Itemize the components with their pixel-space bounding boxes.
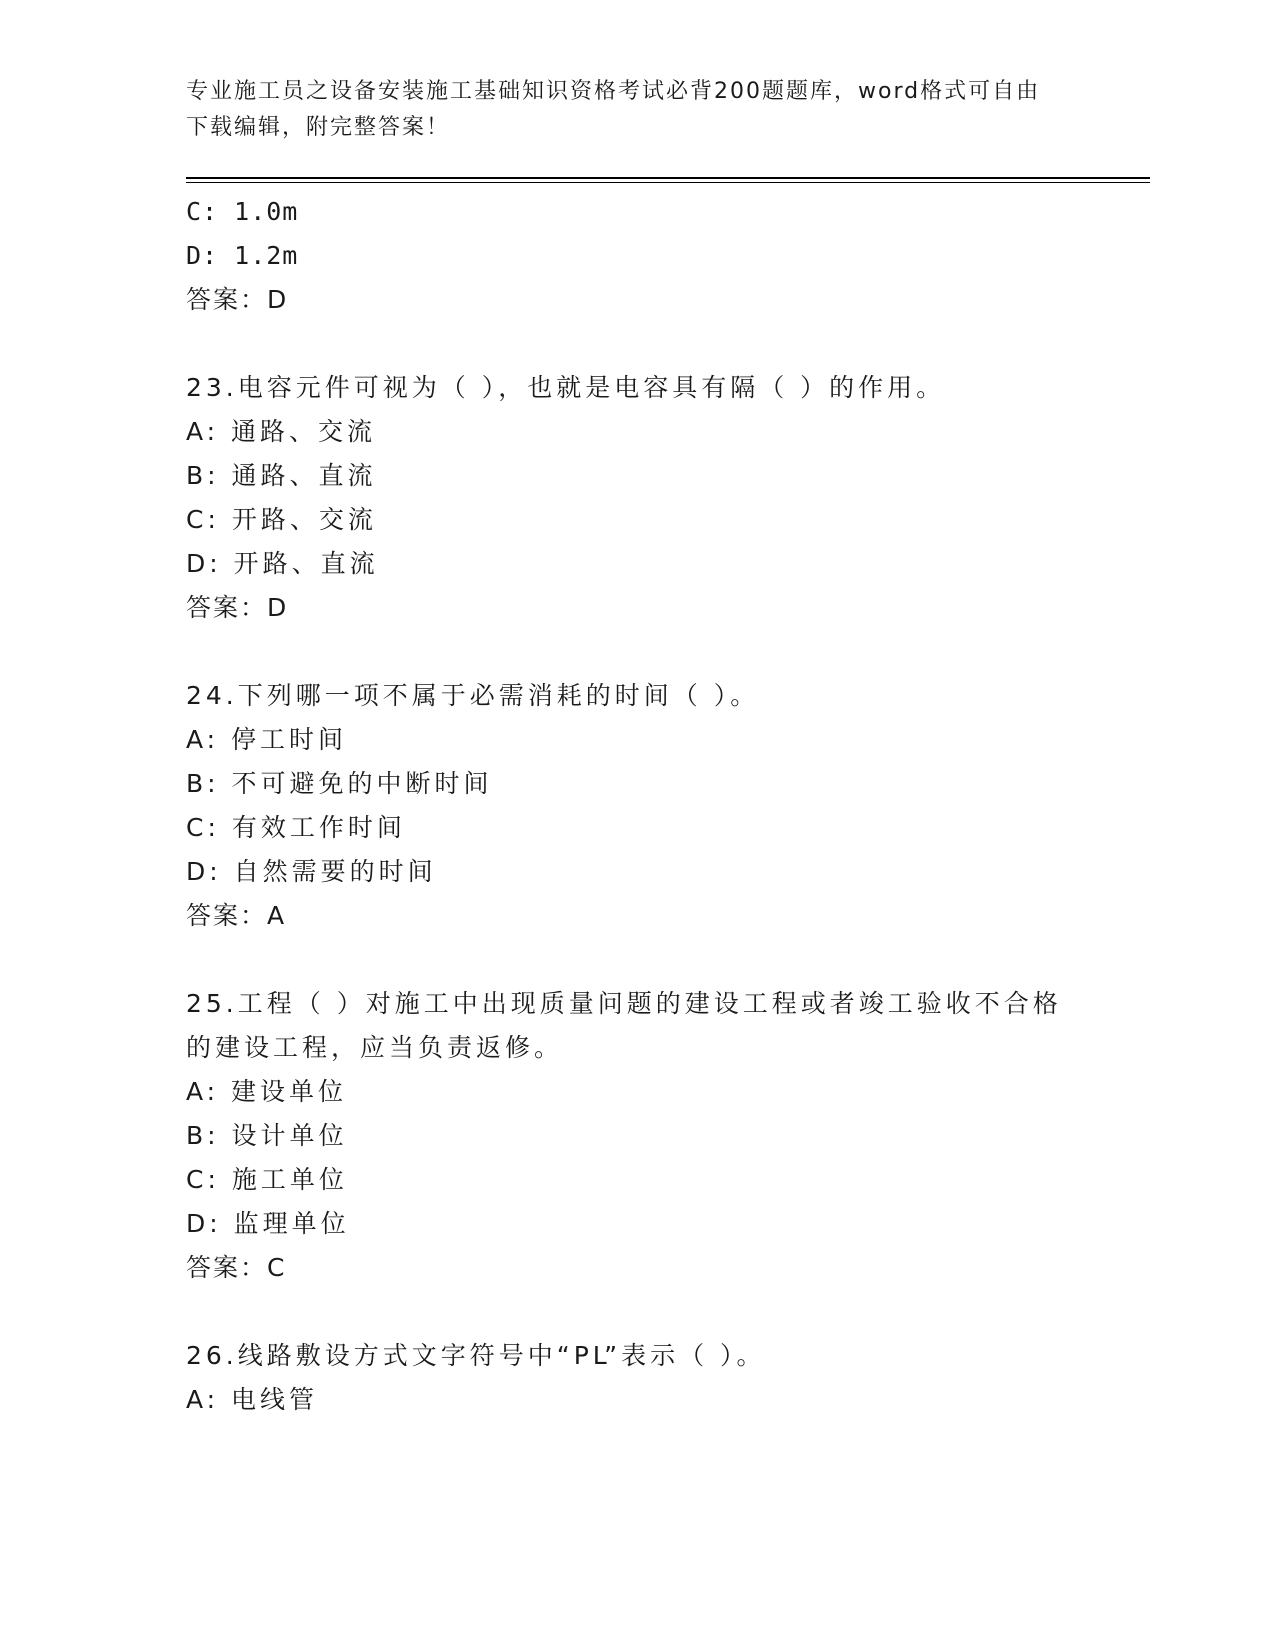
option-d: D: 监理单位: [186, 1209, 350, 1238]
option-a: A: 通路、交流: [186, 417, 377, 446]
question-25-line-2: 的建设工程，应当负责返修。: [186, 1033, 564, 1062]
option-c: C: 1.0m: [186, 197, 299, 226]
answer-line: 答案：D: [186, 593, 289, 622]
option-d: D: 开路、直流: [186, 549, 379, 578]
answer-line: 答案：A: [186, 901, 287, 930]
question-26: 26.线路敷设方式文字符号中“PL”表示（ ）。: [186, 1341, 766, 1370]
option-d: D: 自然需要的时间: [186, 857, 437, 886]
header-line-2: 下载编辑，附完整答案！: [186, 115, 451, 140]
option-c: C: 有效工作时间: [186, 813, 406, 842]
answer-line: 答案：D: [186, 285, 289, 314]
question-24: 24.下列哪一项不属于必需消耗的时间（ ）。: [186, 681, 760, 710]
option-b: B: 设计单位: [186, 1121, 348, 1150]
option-a: A: 建设单位: [186, 1077, 348, 1106]
option-d: D: 1.2m: [186, 241, 299, 270]
option-b: B: 通路、直流: [186, 461, 377, 490]
header-line-1: 专业施工员之设备安装施工基础知识资格考试必背200题题库，word格式可自由: [186, 79, 1041, 104]
answer-line: 答案：C: [186, 1253, 287, 1282]
question-25-line-1: 25.工程（ ）对施工中出现质量问题的建设工程或者竣工验收不合格: [186, 989, 1062, 1018]
option-c: C: 开路、交流: [186, 505, 377, 534]
question-23: 23.电容元件可视为（ ），也就是电容具有隔（ ）的作用。: [186, 373, 946, 402]
header-divider-thin: [186, 182, 1150, 183]
document-header: [186, 74, 1086, 146]
option-b: B: 不可避免的中断时间: [186, 769, 493, 798]
option-a: A: 停工时间: [186, 725, 348, 754]
option-a: A: 电线管: [186, 1385, 319, 1414]
header-divider-thick: [186, 177, 1150, 179]
option-c: C: 施工单位: [186, 1165, 348, 1194]
